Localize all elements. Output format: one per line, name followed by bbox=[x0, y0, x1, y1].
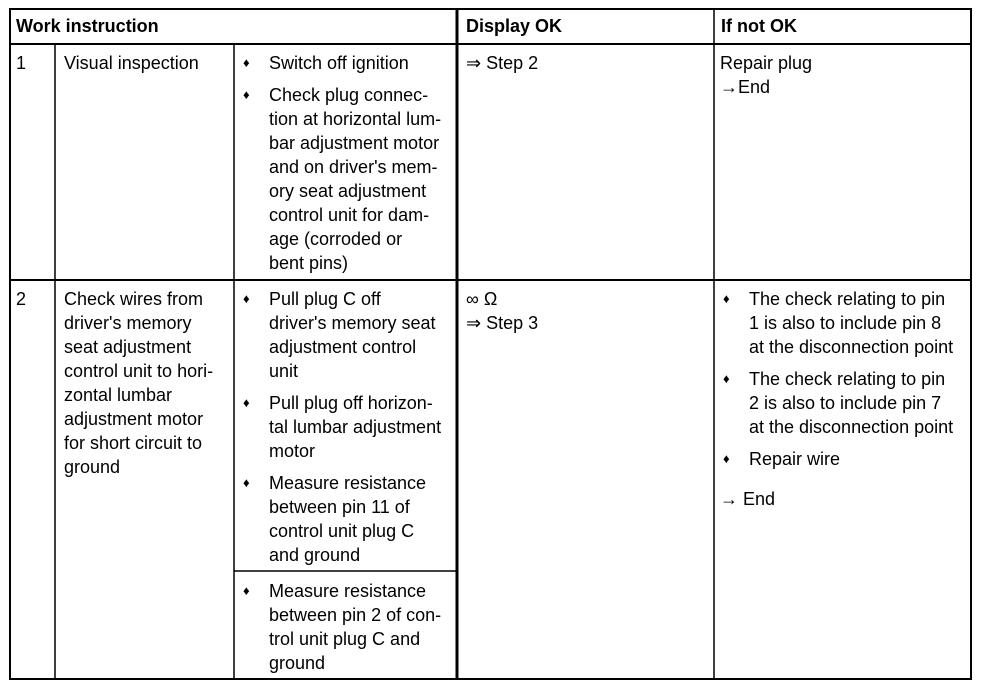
if-not-ok-line: Repair plug bbox=[720, 53, 813, 73]
row1-step-number: 1 bbox=[16, 53, 27, 73]
row2-if-not-ok-end: → End bbox=[720, 489, 776, 509]
bullet-diamond-icon: ♦ bbox=[243, 291, 250, 306]
bullet-text-line: Measure resistance bbox=[269, 473, 427, 493]
bullet-text-line: adjustment control bbox=[269, 337, 417, 357]
bullet-text-line: bent pins) bbox=[269, 253, 349, 273]
bullet-diamond-icon: ♦ bbox=[243, 55, 250, 70]
bullet-text-line: 1 is also to include pin 8 bbox=[749, 313, 942, 333]
bullet-text-line: tion at horizontal lum- bbox=[269, 109, 442, 129]
row1-if-not-ok bbox=[720, 51, 812, 99]
bullet-text-line: driver's memory seat bbox=[269, 313, 436, 333]
row2-title-line: driver's memory bbox=[64, 313, 192, 333]
bullet-text-line: Measure resistance bbox=[269, 581, 427, 601]
bullet-text-line: Switch off ignition bbox=[269, 53, 409, 73]
bullet-text-line: Repair wire bbox=[749, 449, 841, 469]
row2-title-line: ground bbox=[64, 457, 121, 477]
row2-title-line: Check wires from bbox=[64, 289, 204, 309]
bullet-diamond-icon: ♦ bbox=[723, 371, 730, 386]
row2-display-ok bbox=[466, 287, 538, 335]
row1-title bbox=[64, 51, 199, 75]
row2-title-line: control unit to hori- bbox=[64, 361, 214, 381]
bullet-text-line: ground bbox=[269, 653, 326, 673]
row2-step-number: 2 bbox=[16, 289, 27, 309]
bullet-text-line: 2 is also to include pin 7 bbox=[749, 393, 942, 413]
bullet-text-line: ory seat adjustment bbox=[269, 181, 427, 201]
bullet-text-line: and ground bbox=[269, 545, 361, 565]
bullet-text-line: motor bbox=[269, 441, 316, 461]
bullet-text-line: Check plug connec- bbox=[269, 85, 429, 105]
bullet-text-line: trol unit plug C and bbox=[269, 629, 421, 649]
row2-title-line: for short circuit to bbox=[64, 433, 203, 453]
bullet-text-line: The check relating to pin bbox=[749, 289, 946, 309]
display-ok-line: ⇒ Step 3 bbox=[466, 313, 539, 333]
bullet-text-line: control unit plug C bbox=[269, 521, 415, 541]
display-ok-line: ∞ Ω bbox=[466, 289, 498, 309]
bullet-diamond-icon: ♦ bbox=[723, 451, 730, 466]
bullet-text-line: between pin 2 of con- bbox=[269, 605, 442, 625]
row2-title bbox=[64, 287, 213, 479]
bullet-text-line: at the disconnection point bbox=[749, 417, 954, 437]
bullet-text-line: at the disconnection point bbox=[749, 337, 954, 357]
bullet-text-line: control unit for dam- bbox=[269, 205, 430, 225]
header-if-not-ok: If not OK bbox=[721, 16, 797, 36]
bullet-diamond-icon: ♦ bbox=[243, 475, 250, 490]
header-display-ok: Display OK bbox=[466, 16, 563, 36]
bullet-diamond-icon: ♦ bbox=[723, 291, 730, 306]
row1-display-ok bbox=[466, 51, 538, 75]
row2-title-line: adjustment motor bbox=[64, 409, 204, 429]
row1-title-line: Visual inspection bbox=[64, 53, 199, 73]
if-not-ok-line: →End bbox=[720, 77, 771, 97]
bullet-text-line: Pull plug C off bbox=[269, 289, 381, 309]
bullet-text-line: tal lumbar adjustment bbox=[269, 417, 442, 437]
display-ok-line: ⇒ Step 2 bbox=[466, 53, 539, 73]
bullet-text-line: between pin 11 of bbox=[269, 497, 410, 517]
bullet-text-line: unit bbox=[269, 361, 299, 381]
bullet-diamond-icon: ♦ bbox=[243, 87, 250, 102]
bullet-text-line: age (corroded or bbox=[269, 229, 403, 249]
bullet-diamond-icon: ♦ bbox=[243, 583, 250, 598]
header-work-instruction: Work instruction bbox=[16, 16, 159, 36]
bullet-text-line: bar adjustment motor bbox=[269, 133, 440, 153]
bullet-text-line: and on driver's mem- bbox=[269, 157, 438, 177]
bullet-diamond-icon: ♦ bbox=[243, 395, 250, 410]
bullet-text-line: The check relating to pin bbox=[749, 369, 946, 389]
bullet-text-line: Pull plug off horizon- bbox=[269, 393, 433, 413]
row2-title-line: zontal lumbar bbox=[64, 385, 173, 405]
work-instruction-table bbox=[9, 8, 972, 680]
row2-title-line: seat adjustment bbox=[64, 337, 192, 357]
